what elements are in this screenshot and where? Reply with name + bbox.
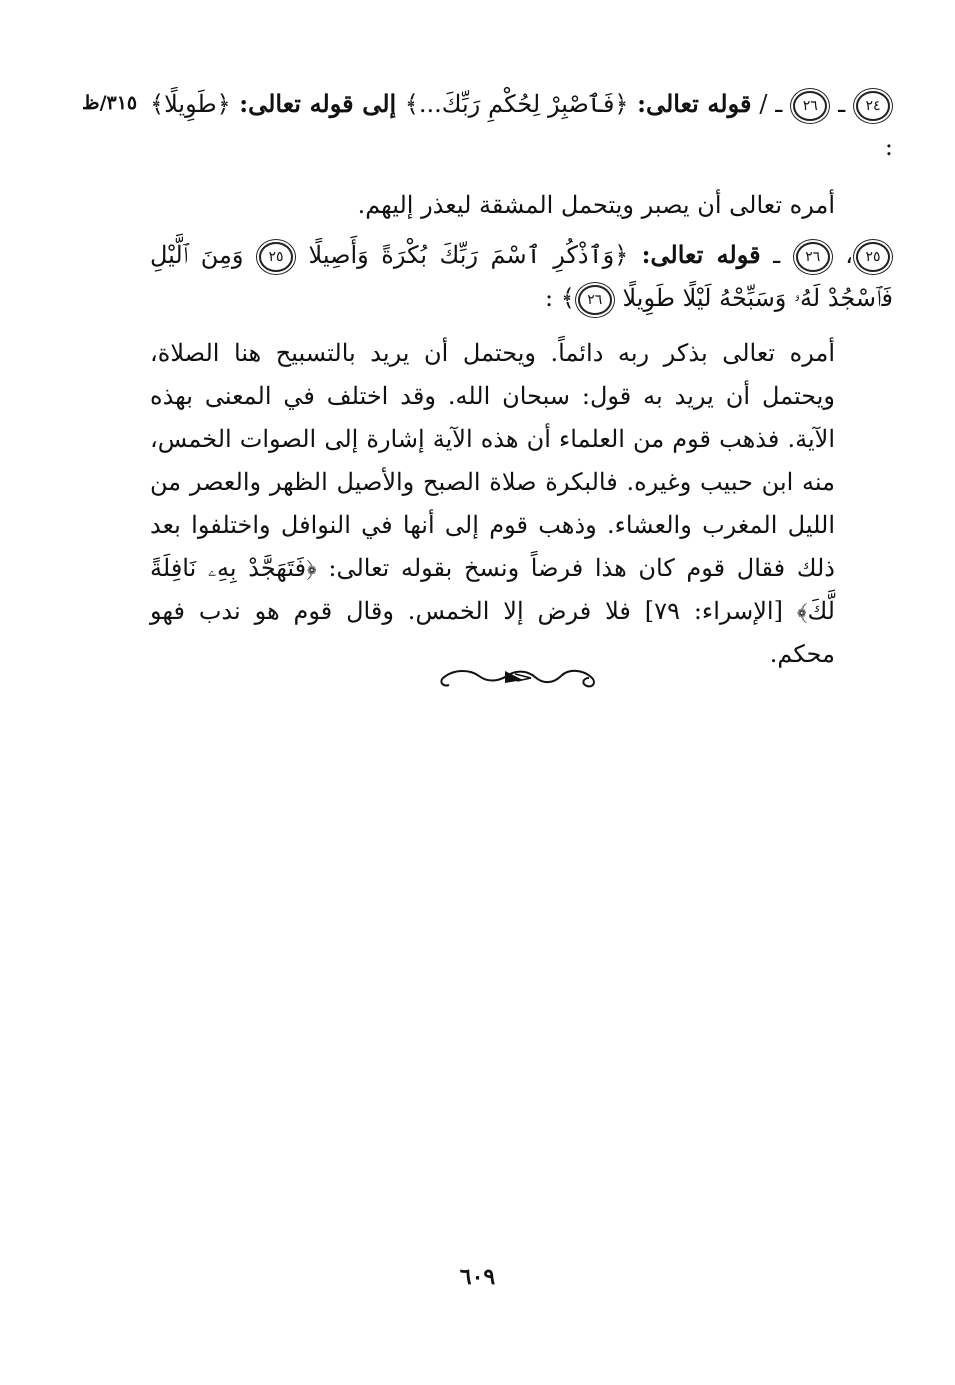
ornament-divider-icon [435,660,605,694]
separator: ، [832,241,853,269]
citation: [الإسراء: ٧٩] [644,597,797,625]
heading-intro: قوله تعالى: [628,240,761,269]
folio-margin-note: ٣١٥/ظ [82,92,138,114]
quran-quote-end: ﴿طَوِيلًا﴾ : [150,90,893,161]
paragraph-text: أمره تعالى بذكر ربه دائماً. ويحتمل أن يريد بالتسبيح هنا الصلاة، ويحتمل أن يريد به قول: سبحان الله. وقد اختلف في المعنى بهذه الآية. فذهب قوم من العلماء أن هذه الآية إشارة إلى الصوات الخمس، منه ابن حبيب وغيره. فالبكرة صلاة الصبح والأصيل الظهر والعصر من الليل المغرب والعشاء. وذهب قوم إلى أنها في النوافل واختلفوا بعد ذلك فقال قوم كان هذا فرضاً ونسخ بقوله تعالى: [150,339,835,582]
separator: ـ [830,90,853,118]
ayah-number-marker: ٢٤ [856,91,890,121]
paragraph-text: فلا فرض إلا الخمس. وقال قوم هو ندب فهو محكم. [150,597,835,668]
ayah-number-marker: ٢٥ [856,242,890,272]
quran-quote: ﴿فَتَهَجَّدْ بِهِۦ نَافِلَةً لَّكَ﴾ [150,554,835,625]
section-heading-24-26 [150,82,893,169]
quran-quote: ﴿وَٱذْكُرِ ٱسْمَ رَبِّكَ بُكْرَةً وَأَصِيلًا [308,241,629,269]
page-number: ٦٠٩ [459,1264,496,1290]
commentary-paragraph-1: أمره تعالى أن يصبر ويتحمل المشقة ليعذر إليهم. [357,191,835,219]
ayah-number-marker: ٢٦ [578,285,612,315]
ayah-number-marker: ٢٦ [793,91,827,121]
ayah-number-marker: ٢٥ [259,242,293,272]
commentary-paragraph-2 [150,332,835,676]
quran-quote: ﴿فَٱصْبِرْ لِحُكْمِ رَبِّكَ...﴾ [404,90,629,118]
section-heading-25-26 [150,233,893,320]
separator: ـ / [751,90,791,118]
quran-quote-close: ﴾ : [545,284,575,312]
separator: ـ [760,241,793,269]
heading-intro: قوله تعالى: [628,89,752,118]
heading-to: إلى قوله تعالى: [230,89,405,118]
ayah-number-marker: ٢٦ [796,242,830,272]
quran-quote: وَمِنَ ٱلَّيْلِ فَٱسْجُدْ لَهُۥ وَسَبِّحْهُ لَيْلًا طَوِيلًا [150,241,893,312]
